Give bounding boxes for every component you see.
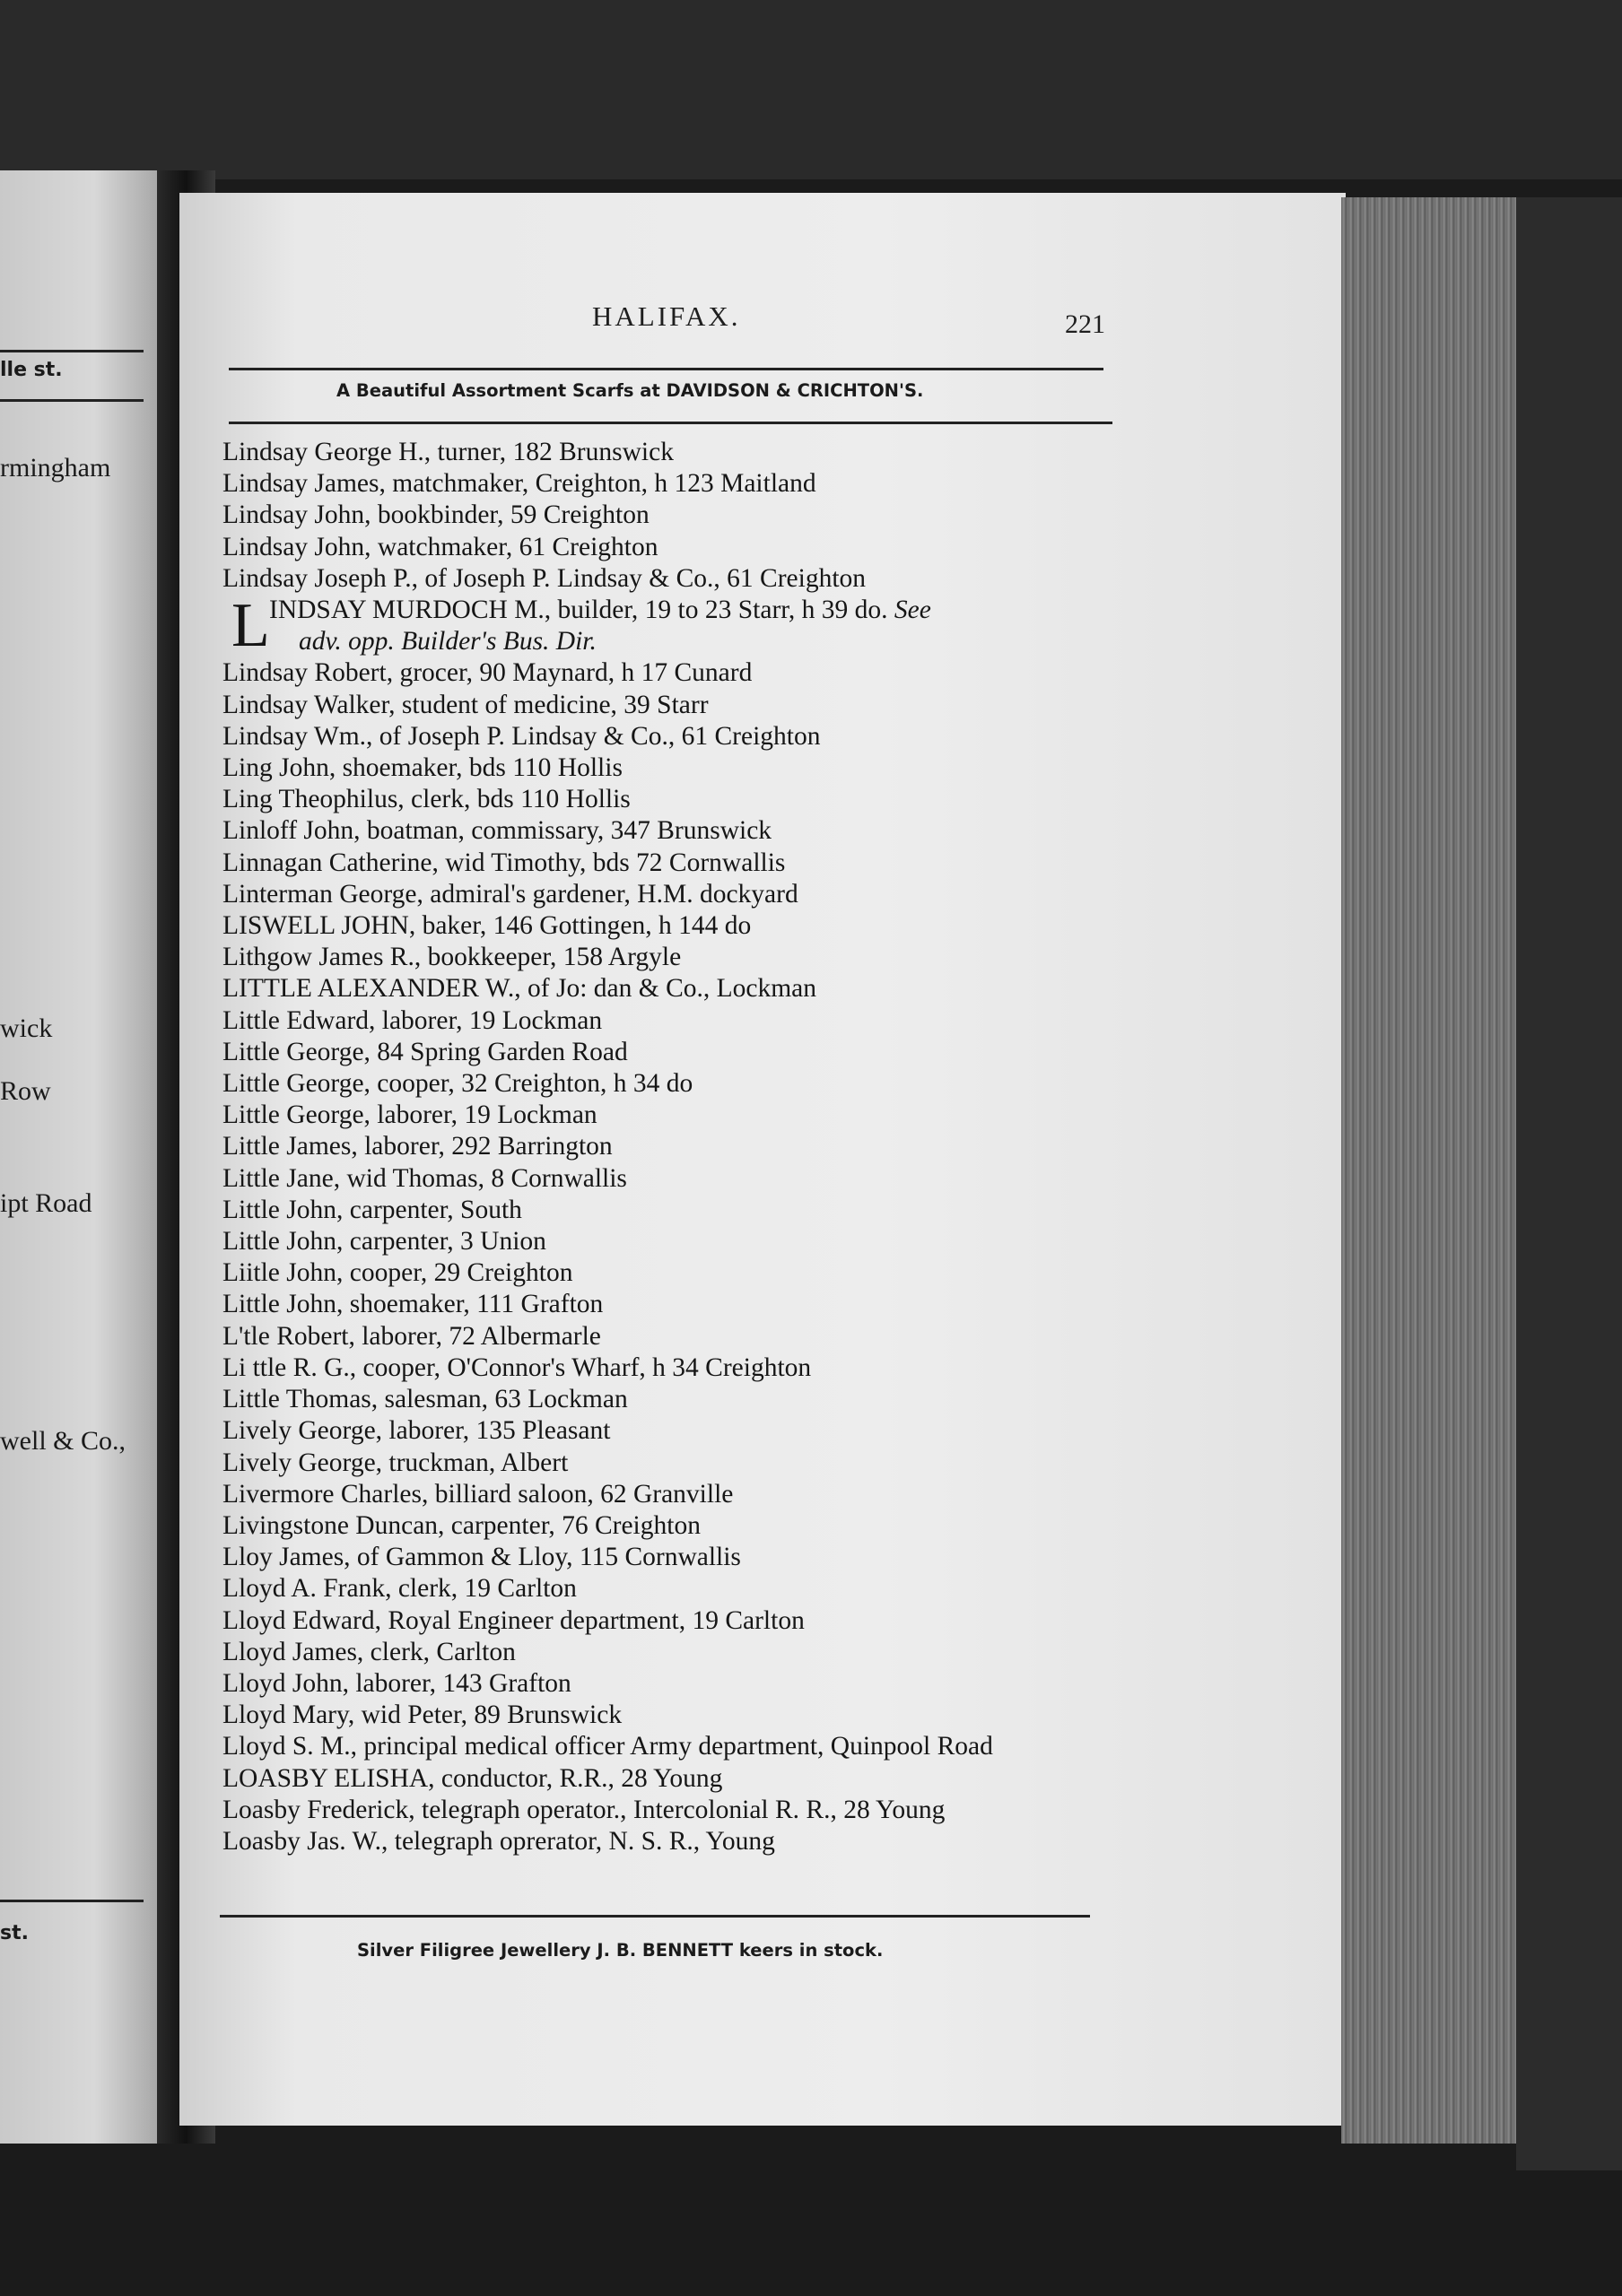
directory-entry: Lively George, laborer, 135 Pleasant (222, 1416, 611, 1446)
directory-entry: Loasby Jas. W., telegraph oprerator, N. S. R., Young (222, 1826, 775, 1856)
directory-entry: Lloyd James, clerk, Carlton (222, 1637, 516, 1666)
directory-entry: Little James, laborer, 292 Barrington (222, 1132, 613, 1161)
directory-entry: Lindsay Wm., of Joseph P. Lindsay & Co., 61 Creighton (222, 721, 821, 751)
header-rule (229, 422, 1112, 424)
directory-entry: Lloyd Mary, wid Peter, 89 Brunswick (222, 1700, 623, 1730)
directory-entry: Little George, laborer, 19 Lockman (222, 1100, 597, 1130)
left-page-fragment: lle st. (0, 359, 63, 381)
directory-entry: Little Edward, laborer, 19 Lockman (222, 1005, 603, 1035)
directory-entry: Lindsay James, matchmaker, Creighton, h 123 Maitland (222, 469, 816, 499)
directory-entry: LITTLE ALEXANDER W., of Jo: dan & Co., Lockman (222, 974, 817, 1004)
directory-entry: Little Thomas, salesman, 63 Lockman (222, 1385, 628, 1414)
directory-entry: Livermore Charles, billiard saloon, 62 Granville (222, 1479, 734, 1509)
directory-entry: L'tle Robert, laborer, 72 Albermarle (222, 1321, 601, 1351)
bottom-advertisement: Silver Filigree Jewellery J. B. BENNETT keers in stock. (357, 1940, 884, 1961)
directory-entry: Linloff John, boatman, commissary, 347 Brunswick (222, 816, 772, 846)
left-page-fragment: rmingham (0, 453, 111, 483)
directory-entry: Li ttle R. G., cooper, O'Connor's Wharf, h 34 Creighton (222, 1352, 812, 1382)
directory-entry: Lloy James, of Gammon & Lloy, 115 Cornwallis (222, 1543, 741, 1572)
left-page-fragment: well & Co., (0, 1426, 126, 1456)
directory-entry: Livingstone Duncan, carpenter, 76 Creighton (222, 1510, 701, 1540)
display-entry-continuation (222, 626, 1120, 657)
directory-entry: Linnagan Catherine, wid Timothy, bds 72 Cornwallis (222, 848, 786, 877)
directory-entry: Ling John, shoemaker, bds 110 Hollis (222, 753, 623, 783)
display-entry-line: adv. opp. Builder's Bus. Dir. (299, 627, 597, 657)
header-rule (229, 368, 1103, 370)
directory-entry: LOASBY ELISHA, conductor, R.R., 28 Young (222, 1763, 723, 1793)
directory-entry: Little George, 84 Spring Garden Road (222, 1037, 628, 1066)
left-page-fragment: ipt Road (0, 1188, 92, 1218)
footer-rule (220, 1915, 1090, 1918)
directory-entry: Lindsay Robert, grocer, 90 Maynard, h 17 Cunard (222, 658, 753, 688)
scan-margin (1516, 197, 1622, 2170)
left-page-rule (0, 350, 144, 352)
left-page-fragment: st. (0, 1922, 29, 1944)
directory-entries (222, 437, 1120, 1857)
directory-entry: Lithgow James R., bookkeeper, 158 Argyle (222, 943, 682, 972)
directory-entry: Lively George, truckman, Albert (222, 1448, 569, 1477)
page-number: 221 (1065, 309, 1105, 339)
left-page-rule (0, 1900, 144, 1902)
directory-entry: Little John, shoemaker, 111 Grafton (222, 1290, 604, 1319)
directory-entry: Lloyd A. Frank, clerk, 19 Carlton (222, 1574, 577, 1604)
directory-entry: Lindsay John, watchmaker, 61 Creighton (222, 532, 658, 561)
top-advertisement: A Beautiful Assortment Scarfs at DAVIDSON & CRICHTON'S. (336, 380, 924, 401)
directory-entry: Lindsay George H., turner, 182 Brunswick (222, 438, 674, 466)
directory-entry: Lindsay John, bookbinder, 59 Creighton (222, 500, 650, 530)
directory-entry: Loasby Frederick, telegraph operator., Intercolonial R. R., 28 Young (222, 1795, 946, 1824)
directory-entry: Lloyd S. M., principal medical officer Army department, Quinpool Road (222, 1732, 993, 1761)
directory-entry: Little John, carpenter, 3 Union (222, 1227, 546, 1257)
left-page-fragment: Row (0, 1076, 51, 1106)
directory-entry: Linterman George, admiral's gardener, H.M. dockyard (222, 879, 798, 909)
left-page-rule (0, 399, 144, 402)
directory-entry: LISWELL JOHN, baker, 146 Gottingen, h 144 do (222, 911, 752, 941)
directory-entry: Lindsay Joseph P., of Joseph P. Lindsay & Co., 61 Creighton (222, 563, 867, 593)
directory-entry: Ling Theophilus, clerk, bds 110 Hollis (222, 785, 631, 814)
directory-entry: Little George, cooper, 32 Creighton, h 34 do (222, 1069, 693, 1099)
display-entry-line: INDSAY MURDOCH M., builder, 19 to 23 Starr, h 39 do. (269, 596, 888, 625)
scan-background (0, 0, 1622, 179)
previous-page (0, 170, 157, 2144)
directory-entry: Liitle John, cooper, 29 Creighton (222, 1258, 573, 1288)
drop-cap: L (231, 591, 270, 661)
directory-entry: Little Jane, wid Thomas, 8 Cornwallis (222, 1163, 627, 1193)
directory-entry: Lloyd John, laborer, 143 Grafton (222, 1668, 571, 1698)
directory-entry: Lindsay Walker, student of medicine, 39 Starr (222, 690, 709, 719)
page-edges (1341, 197, 1521, 2144)
left-page-fragment: wick (0, 1013, 53, 1043)
see-reference: See (894, 596, 931, 625)
directory-entry: Little John, carpenter, South (222, 1195, 522, 1224)
running-head: HALIFAX. (592, 300, 741, 332)
directory-entry: Lloyd Edward, Royal Engineer department, 19 Carlton (222, 1605, 805, 1635)
